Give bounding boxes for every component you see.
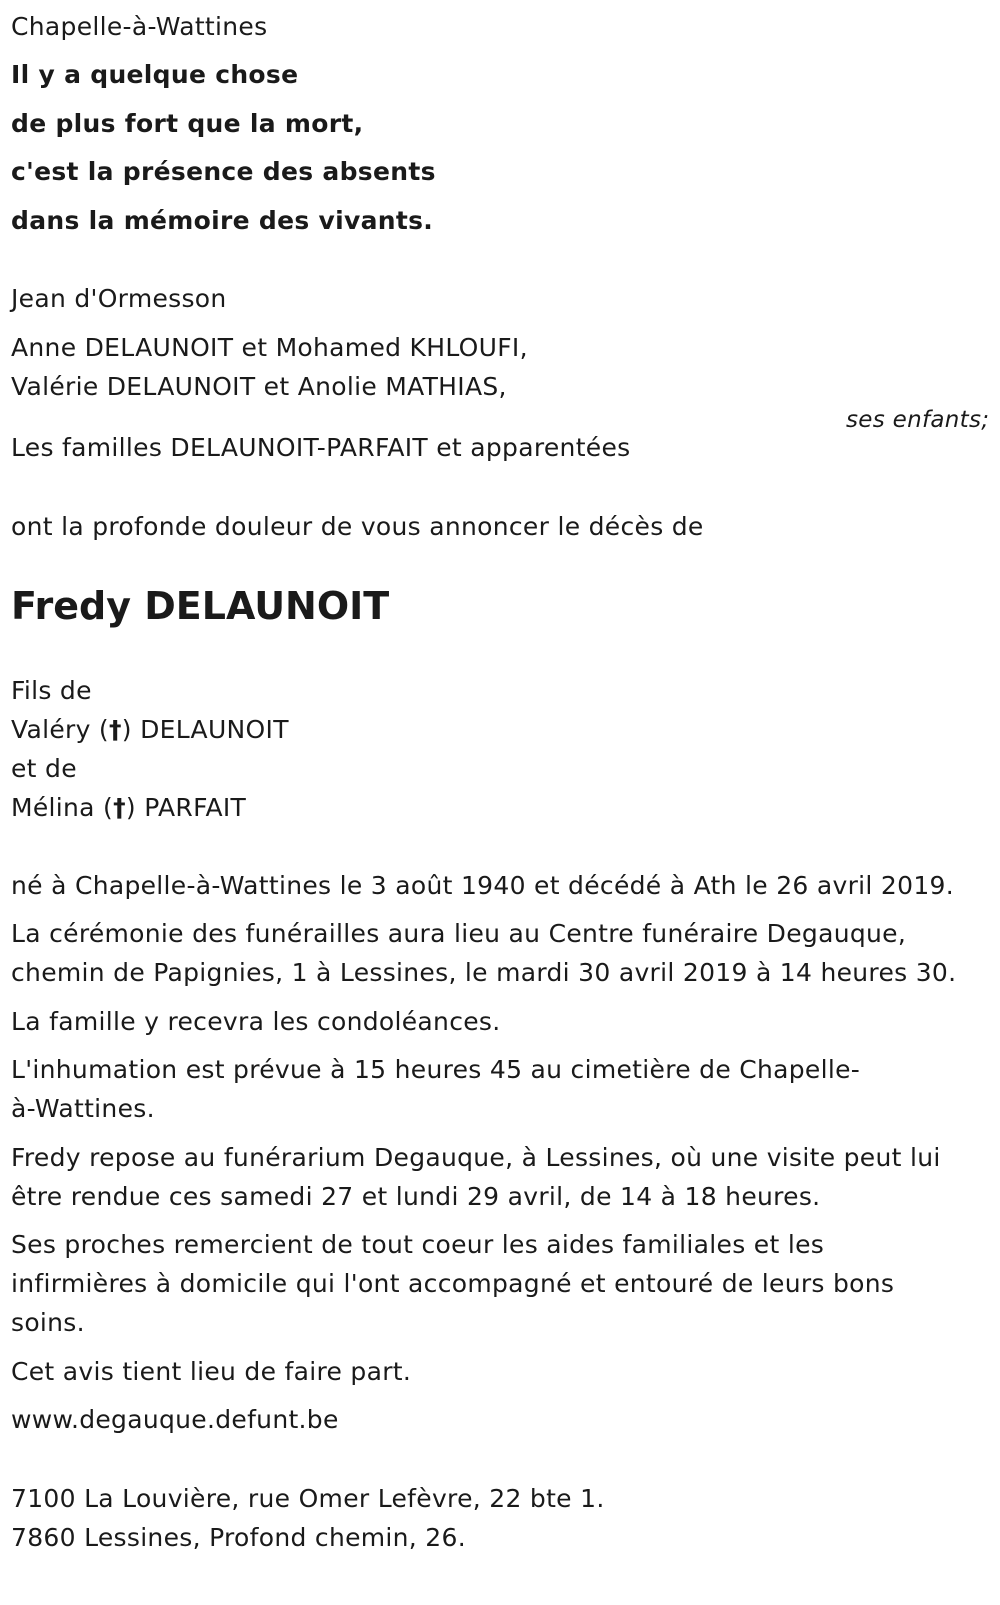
- cross-icon: †: [113, 793, 126, 822]
- visit-line-1: Fredy repose au funérarium Degauque, à Lessines, où une visite peut lui: [11, 1143, 941, 1172]
- parents-intro: Fils de: [11, 676, 92, 705]
- address-line-2: 7860 Lessines, Profond chemin, 26.: [11, 1523, 466, 1552]
- address-line-1: 7100 La Louvière, rue Omer Lefèvre, 22 bte 1.: [11, 1484, 605, 1513]
- father-line: [11, 717, 289, 742]
- father-last-name: ) DELAUNOIT: [121, 715, 289, 744]
- mother-line: [11, 795, 246, 820]
- thanks-line-1: Ses proches remercient de tout coeur les aides familiales et les: [11, 1230, 825, 1259]
- header-location: Chapelle-à-Wattines: [11, 12, 268, 41]
- child-line-2: Valérie DELAUNOIT et Anolie MATHIAS,: [11, 372, 507, 401]
- quote-author: Jean d'Ormesson: [11, 284, 227, 313]
- condolences: La famille y recevra les condoléances.: [11, 1007, 501, 1036]
- burial-line-2: à-Wattines.: [11, 1094, 155, 1123]
- ceremony-line-1: La cérémonie des funérailles aura lieu au Centre funéraire Degauque,: [11, 919, 907, 948]
- website-link[interactable]: www.degauque.defunt.be: [11, 1405, 339, 1434]
- quote-line-3: c'est la présence des absents: [11, 157, 436, 186]
- child-line-1: Anne DELAUNOIT et Mohamed KHLOUFI,: [11, 333, 528, 362]
- deceased-name: Fredy DELAUNOIT: [11, 584, 390, 628]
- thanks-line-2: infirmières à domicile qui l'ont accompagné et entouré de leurs bons: [11, 1269, 895, 1298]
- birth-death: né à Chapelle-à-Wattines le 3 août 1940 et décédé à Ath le 26 avril 2019.: [11, 871, 954, 900]
- ceremony-line-2: chemin de Papignies, 1 à Lessines, le mardi 30 avril 2019 à 14 heures 30.: [11, 958, 957, 987]
- families-line: Les familles DELAUNOIT-PARFAIT et apparentées: [11, 433, 631, 462]
- announcement: ont la profonde douleur de vous annoncer le décès de: [11, 512, 704, 541]
- father-first-name: Valéry (: [11, 715, 109, 744]
- quote-line-4: dans la mémoire des vivants.: [11, 206, 434, 235]
- mother-last-name: ) PARFAIT: [125, 793, 247, 822]
- notice: Cet avis tient lieu de faire part.: [11, 1357, 412, 1386]
- mother-first-name: Mélina (: [11, 793, 114, 822]
- visit-line-2: être rendue ces samedi 27 et lundi 29 avril, de 14 à 18 heures.: [11, 1182, 821, 1211]
- thanks-line-3: soins.: [11, 1308, 85, 1337]
- quote-line-2: de plus fort que la mort,: [11, 109, 364, 138]
- cross-icon: †: [108, 715, 122, 744]
- children-relation: ses enfants;: [846, 407, 990, 433]
- quote-line-1: Il y a quelque chose: [11, 60, 299, 89]
- parents-and: et de: [11, 754, 77, 783]
- burial-line-1: L'inhumation est prévue à 15 heures 45 au cimetière de Chapelle-: [11, 1055, 861, 1084]
